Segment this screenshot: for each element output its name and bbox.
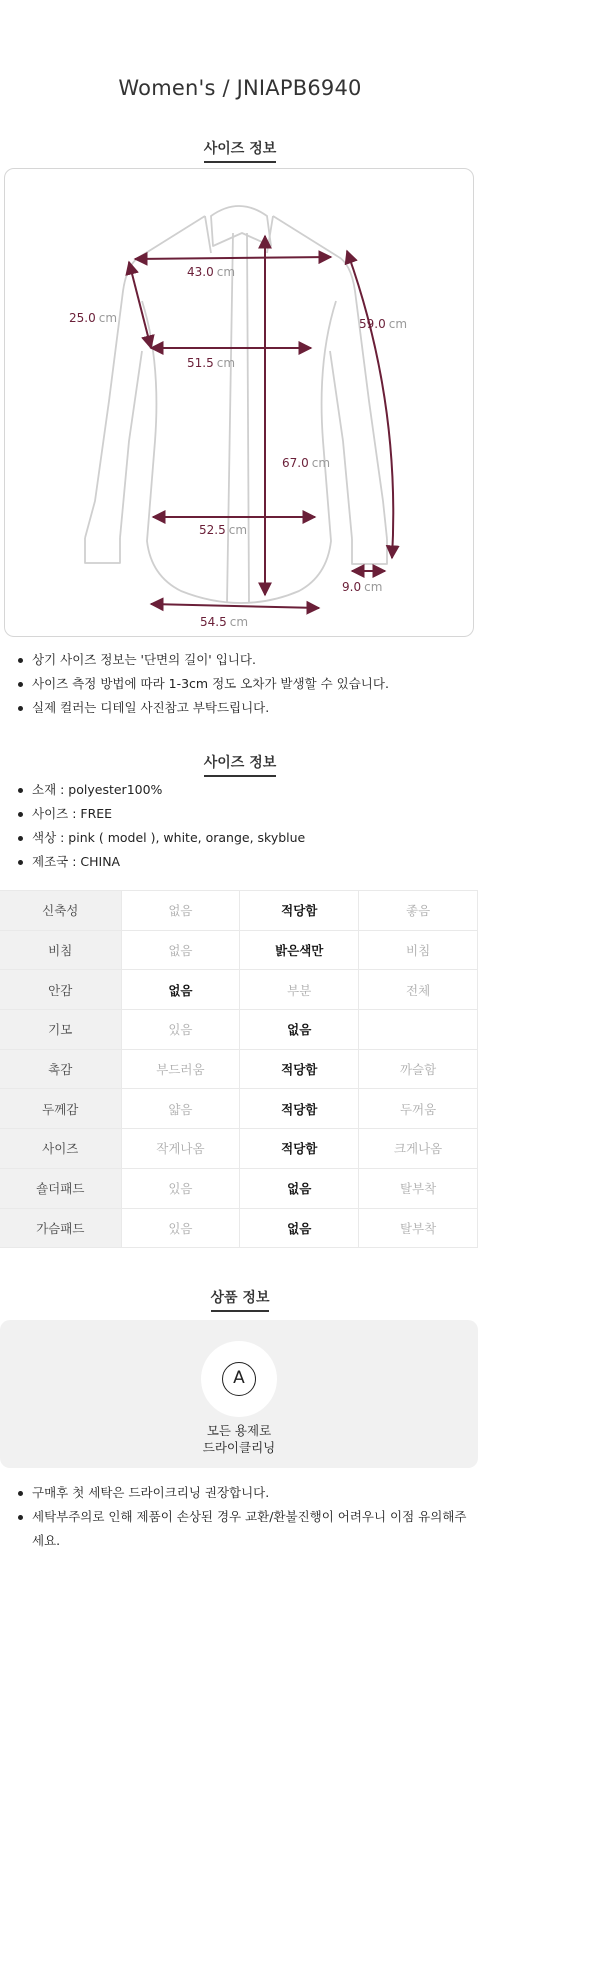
attribute-table (0, 890, 478, 1248)
chest-label: 51.5 cm (187, 356, 236, 370)
attribute-option: 얇음 (121, 1089, 240, 1129)
attribute-option: 좋음 (359, 891, 478, 931)
cuff-label: 9.0 cm (342, 580, 383, 594)
attribute-option: 두꺼움 (359, 1089, 478, 1129)
attribute-option: 탈부착 (359, 1168, 478, 1208)
attribute-option: 전체 (359, 970, 478, 1010)
attribute-option: 부분 (240, 970, 359, 1010)
measure-lines (129, 236, 393, 608)
attribute-name: 비침 (0, 930, 121, 970)
attribute-option: 있음 (121, 1010, 240, 1050)
list-item: 소재 : polyester100% (14, 778, 474, 802)
hem-line (151, 604, 319, 608)
attribute-option: 비침 (359, 930, 478, 970)
attribute-name: 두께감 (0, 1089, 121, 1129)
care-box (0, 1320, 478, 1468)
list-item: 세탁부주의로 인해 제품이 손상된 경우 교환/환불진행이 어려우니 이점 유의해주세요. (14, 1505, 474, 1553)
list-item: 구매후 첫 세탁은 드라이크리닝 권장합니다. (14, 1481, 474, 1505)
attribute-option: 없음 (121, 970, 240, 1010)
spec-list (14, 778, 474, 874)
attribute-option: 적당함 (240, 891, 359, 931)
size-notes (14, 648, 474, 720)
attribute-option: 밝은색만 (240, 930, 359, 970)
attribute-option: 부드러움 (121, 1049, 240, 1089)
hem-label: 54.5 cm (200, 615, 249, 629)
table-row (0, 970, 478, 1010)
attribute-option: 없음 (240, 1010, 359, 1050)
attribute-name: 신축성 (0, 891, 121, 931)
table-row (0, 930, 478, 970)
table-row (0, 1129, 478, 1169)
list-item: 상기 사이즈 정보는 '단면의 길이' 입니다. (14, 648, 474, 672)
list-item: 색상 : pink ( model ), white, orange, skyblue (14, 826, 474, 850)
attribute-option: 까슬함 (359, 1049, 478, 1089)
table-row (0, 891, 478, 931)
length-label: 67.0 cm (282, 456, 331, 470)
sleeve-label: 59.0 cm (359, 317, 408, 331)
attribute-name: 안감 (0, 970, 121, 1010)
list-item: 제조국 : CHINA (14, 850, 474, 874)
list-item: 사이즈 : FREE (14, 802, 474, 826)
attribute-name: 촉감 (0, 1049, 121, 1089)
attribute-option: 작게나옴 (121, 1129, 240, 1169)
armhole-label: 25.0 cm (69, 311, 118, 325)
attribute-option: 없음 (240, 1208, 359, 1248)
waist-label: 52.5 cm (199, 523, 248, 537)
size-diagram (4, 168, 474, 637)
care-circle (201, 1341, 277, 1417)
attribute-name: 기모 (0, 1010, 121, 1050)
page-title: Women's / JNIAPB6940 (118, 76, 362, 100)
attribute-option: 있음 (121, 1168, 240, 1208)
spec-info-title: 사이즈 정보 (0, 752, 480, 777)
attribute-name: 숄더패드 (0, 1168, 121, 1208)
list-item: 실제 컬러는 디테일 사진참고 부탁드립니다. (14, 696, 474, 720)
attribute-option: 있음 (121, 1208, 240, 1248)
care-notes (14, 1481, 474, 1553)
care-label-line2: 드라이클리닝 (202, 1440, 276, 1455)
attribute-option: 탈부착 (359, 1208, 478, 1248)
attribute-option: 없음 (121, 891, 240, 931)
attribute-option: 적당함 (240, 1089, 359, 1129)
attribute-option: 적당함 (240, 1129, 359, 1169)
attribute-name: 사이즈 (0, 1129, 121, 1169)
table-row (0, 1010, 478, 1050)
table-row (0, 1089, 478, 1129)
list-item: 사이즈 측정 방법에 따라 1-3cm 정도 오차가 발생할 수 있습니다. (14, 672, 474, 696)
attribute-option: 없음 (240, 1168, 359, 1208)
attribute-option: 없음 (121, 930, 240, 970)
table-row (0, 1049, 478, 1089)
care-label-line1: 모든 용제로 (206, 1423, 272, 1438)
shoulder-line (135, 257, 331, 259)
attribute-option (359, 1010, 478, 1050)
product-info-title: 상품 정보 (0, 1287, 480, 1312)
armhole-line (129, 262, 151, 348)
shirt-diagram-svg (4, 168, 474, 637)
attribute-name: 가슴패드 (0, 1208, 121, 1248)
size-info-title: 사이즈 정보 (0, 138, 480, 163)
table-row (0, 1168, 478, 1208)
attribute-option: 크게나옴 (359, 1129, 478, 1169)
shoulder-label: 43.0 cm (187, 265, 236, 279)
dry-clean-icon: A (222, 1362, 256, 1396)
table-row (0, 1208, 478, 1248)
attribute-option: 적당함 (240, 1049, 359, 1089)
